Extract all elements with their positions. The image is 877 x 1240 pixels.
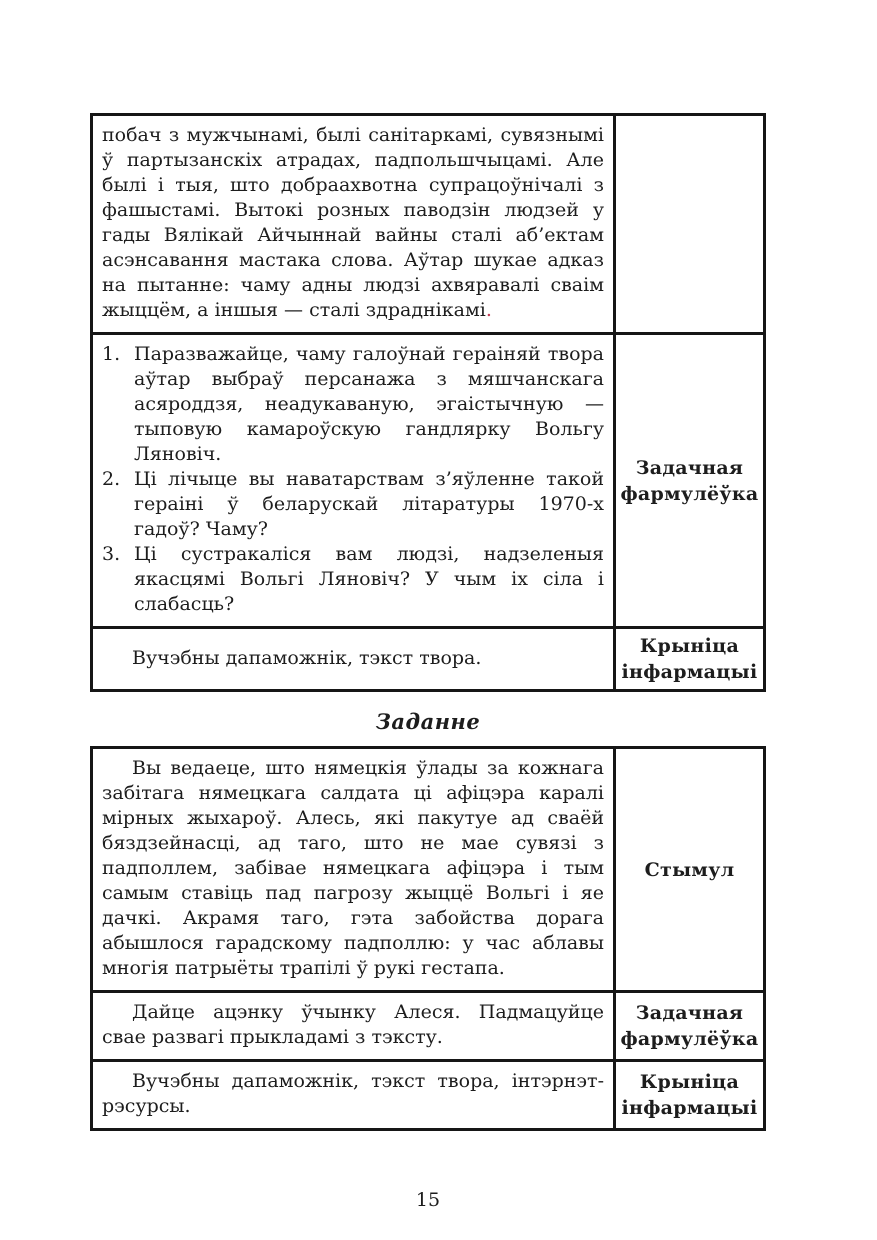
page-number: 15: [415, 1189, 441, 1211]
stimulus-paragraph: Вы ведаеце, што нямецкія ўлады за кожнага забітага нямецкага салдата ці афіцэра каралі мірных жыхароў. Алесь, які пакутуе ад сваёй бяздзейнасці, ад таго, што не мае сувязі з падполлем, забівае нямецкага афіцэра і тым самым ставіць пад пагрозу жыццё Вольгі і яе дачкі. Акрамя таго, гэта забойства дорага абышлося гарадскому падполлю: у час аблавы многія патрыёты трапілі ў рукі гестапа.: [102, 757, 604, 979]
label-stimulus: Стымул: [615, 748, 765, 992]
label-task-formulation: Задачная фармулёўка: [615, 992, 765, 1061]
list-item: [102, 542, 604, 617]
list-item-number: 3.: [102, 543, 121, 565]
table-row: [92, 748, 765, 992]
cell-empty-label: [615, 115, 765, 334]
continuation-text: побач з мужчынамі, былі санітаркамі, сувязнымі ў партызанскіх атрадах, падпольшчыцамі. Але былі і тыя, што добраахвотна супрацоўнічалі з фашыстамі. Вытокі розных паводзін людзей у гады Вялікай Айчыннай вайны сталі аб’ектам асэнсавання мастака слова. Аўтар шукае адказ на пытанне: чаму адны людзі ахвяравалі сваім жыццём, а іншыя — сталі здраднікамі: [102, 124, 604, 321]
list-item-number: 2.: [102, 468, 121, 490]
section-heading: Заданне: [375, 709, 481, 734]
table-row: [92, 628, 765, 691]
table-row: [92, 1061, 765, 1130]
cell-source-text: [92, 1061, 615, 1130]
list-item-number: 1.: [102, 343, 121, 365]
label-information-source: Крыніца інфармацыі: [615, 1061, 765, 1130]
source-paragraph: Вучэбны дапаможнік, тэкст твора.: [132, 646, 482, 669]
list-item-text: Ці сустракаліся вам людзі, надзеленыя якасцямі Вольгі Ляновіч? У чым іх сіла і слабасць?: [134, 543, 604, 615]
label-information-source: Крыніца інфармацыі: [615, 628, 765, 691]
cell-continuation-text: [92, 115, 615, 334]
task-paragraph: Дайце ацэнку ўчынку Алеся. Падмацуйце свае развагі прыкладамі з тэксту.: [102, 1001, 604, 1048]
list-item: [102, 467, 604, 542]
red-period: .: [485, 299, 492, 321]
continuation-paragraph: [102, 123, 604, 323]
cell-task-questions: [92, 334, 615, 628]
table-row: [92, 115, 765, 334]
book-page-content: [90, 113, 766, 1211]
list-item-text: Ці лічыце вы наватарствам з’яўленне такой гераіні ў беларускай літаратуры 1970-х гадоў? Чаму?: [134, 468, 604, 540]
list-item: [102, 342, 604, 467]
label-task-formulation: Задачная фармулёўка: [615, 334, 765, 628]
cell-source-text: [92, 628, 615, 691]
table-row: [92, 992, 765, 1061]
task-table: [90, 746, 766, 1131]
cell-task-text: [92, 992, 615, 1061]
list-item-text: Паразважайце, чаму галоўнай гераіняй твора аўтар выбраў персанажа з мяшчанскага асяроддзя, неадукаваную, эгаістычную — тыповую камароўскую гандлярку Вольгу Ляновіч.: [134, 343, 604, 465]
intro-table: [90, 113, 766, 692]
source-paragraph: Вучэбны дапаможнік, тэкст твора, інтэрнэт-рэсурсы.: [102, 1070, 604, 1117]
table-row: [92, 334, 765, 628]
cell-stimulus-text: [92, 748, 615, 992]
